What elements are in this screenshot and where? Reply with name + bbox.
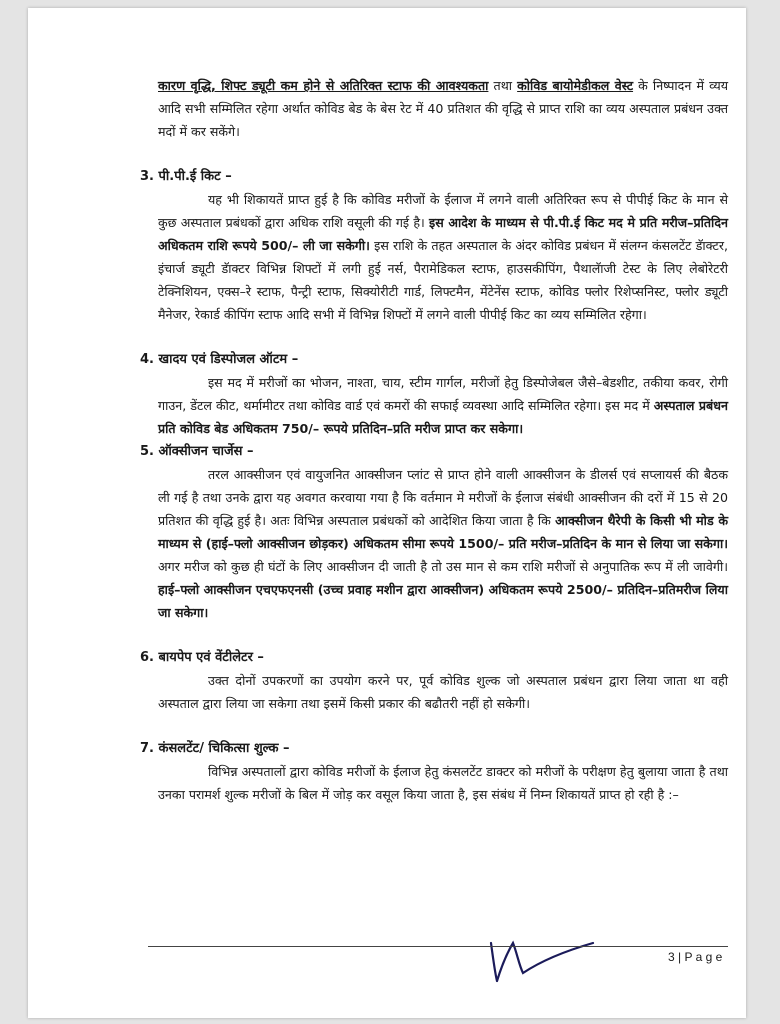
section-6-paragraph: उक्त दोनों उपकरणों का उपयोग करने पर, पूर्व कोविड शुल्क जो अस्पताल प्रबंधन द्वारा लिया जाता था वही अस्पताल द्वारा लिया जा सकेगा तथा इसमें किसी प्रकार की बढौतरी नहीं हो सकेगी। [158, 673, 728, 711]
s4-text-1: इस मद में मरीजों का भोजन, नाश्ता, चाय, स्टीम गार्गल, मरीजों हेतु डिस्पोजेबल जैसे–बेडशीट, तकीया कवर, रोगी गाउन, डेंटल कीट, थर्मामीटर तथा कोविड वार्ड एवं कमरों की सफाई व्यवस्था आदि सम्मिलित रहेगा। इस मद में [158, 375, 728, 413]
section-6-heading: 6. बायपेप एवं वेंटीलेटर – [140, 650, 264, 665]
s4-bold-2: अस्पताल प्रबंधन प्रति कोविड बेड अधिकतम 750/– रूपये प्रतिदिन–प्रति मरीज प्राप्त कर सकेगा। [158, 398, 728, 436]
intro-text-4: के निष्पादन में व्यय आदि सभी सम्मिलित रहेगा अर्थात कोविड बेड के बेस रेट में 40 प्रतिशत की वृद्धि से प्राप्त राशि का व्यय अस्पताल प्रबंधन उक्त मदों में कर सकेंगे। [158, 78, 728, 139]
section-7-paragraph: विभिन्न अस्पतालों द्वारा कोविड मरीजों के ईलाज हेतु कंसलटेंट डाक्टर को मरीजों के परीक्षण हेतु बुलाया जाता है तथा उनका परामर्श शुल्क मरीजों के बिल में जोड़ कर वसूल किया जाता है, इस संबंध में निम्न शिकायतें प्राप्त हो रही है :– [158, 764, 728, 802]
document-body [140, 74, 728, 806]
signature-icon [483, 913, 603, 988]
s5-bold-4: हाई–फ्लो आक्सीजन एचएफएनसी (उच्च प्रवाह मशीन द्वारा आक्सीजन) अधिकतम रूपये 2500/– प्रतिदिन–प्रतिमरीज लिया जा सकेगा। [158, 582, 728, 620]
document-page [28, 8, 746, 1018]
footer-rule [148, 946, 728, 947]
section-5-heading: 5. ऑक्सीजन चार्जेस – [140, 444, 254, 459]
s3-bold-2: इस आदेश के माध्यम से पी.पी.ई किट मद मे प्रति मरीज–प्रतिदिन अधिकतम राशि रूपये 500/– ली जा सकेगी। [158, 215, 728, 253]
section-3-heading: 3. पी.पी.ई किट – [140, 169, 232, 184]
s3-text-3: इस राशि के तहत अस्पताल के अंदर कोविड प्रबंधन में संलग्न कंसलटेंट डॅाक्टर, इंचार्ज ड्यूटी डॅाक्टर विभिन्न शिफ्टों में लगी हुई नर्स, पैरामेडिकल स्टाफ, हाउसकीपिंग, पैथालॅाजी टेस्ट के लिए लेबोरेटरी टेक्निशियन, एक्स–रे स्टाफ, पैन्ट्री स्टाफ, सिक्योरीटी गार्ड, लिफ्टमैन, मेंटेनेंस स्टाफ, कोविड फ्लोर रिशेप्सनिस्ट, फ्लोर ड्यूटी मैनेजर, रेकार्ड कीपिंग स्टाफ आदि सभी में विभिन्न शिफ्टों में लगने वाली पीपीई किट का व्यय सम्मिलित रहेगा। [158, 238, 728, 322]
section-4-heading: 4. खादय एवं डिस्पोजल ऑटम – [140, 352, 299, 367]
intro-text-2: तथा [488, 78, 518, 93]
intro-bold-3: कोविड बायोमेडीकल वेस्ट [517, 78, 634, 93]
s5-text-1: तरल आक्सीजन एवं वायुजनित आक्सीजन प्लांट से प्राप्त होने वाली आक्सीजन के डीलर्स एवं सप्लायर्स की बैठक ली गई है तथा उनके द्वारा यह अवगत करवाया गया है कि वर्तमान मे मरीजों के ईलाज संबंधी आक्सीजन की दरों में 15 से 20 प्रतिशत की वृद्धि हुई है। अतः विभिन्न अस्पताल प्रबंधकों को आदेशित किया जाता है कि [158, 467, 728, 528]
s5-bold-2: आक्सीजन थैरेपी के किसी भी मोड के माध्यम से (हाई–फ्लो आक्सीजन छोड़कर) अधिकतम सीमा रूपये 1500/– प्रति मरीज–प्रतिदिन के मान से लिया जा सकेगा। [158, 513, 728, 551]
section-7-heading: 7. कंसलटेंट/ चिकित्सा शुल्क – [140, 741, 290, 756]
section-4-paragraph [158, 371, 728, 440]
intro-paragraph [158, 74, 728, 143]
s5-text-3: अगर मरीज को कुछ ही घंटों के लिए आक्सीजन दी जाती है तो उस मान से कम राशि मरीजों से अनुपातिक रूप में ली जावेगी। [158, 559, 728, 574]
s3-text-1: यह भी शिकायतें प्राप्त हुई है कि कोविड मरीजों के ईलाज में लगने वाली अतिरिक्त रूप से पीपीई किट के मान से कुछ अस्पताल प्रबंधकों द्वारा अधिक राशि वसूली की गई है। [158, 192, 728, 230]
page-number: 3 | P a g e [668, 950, 723, 964]
section-5-paragraph [158, 463, 728, 624]
section-3-paragraph [158, 188, 728, 326]
intro-bold-1: कारण वृद्धि, शिफ्ट ड्यूटी कम होने से अतिरिक्त स्टाफ की आवश्यकता [158, 78, 489, 93]
